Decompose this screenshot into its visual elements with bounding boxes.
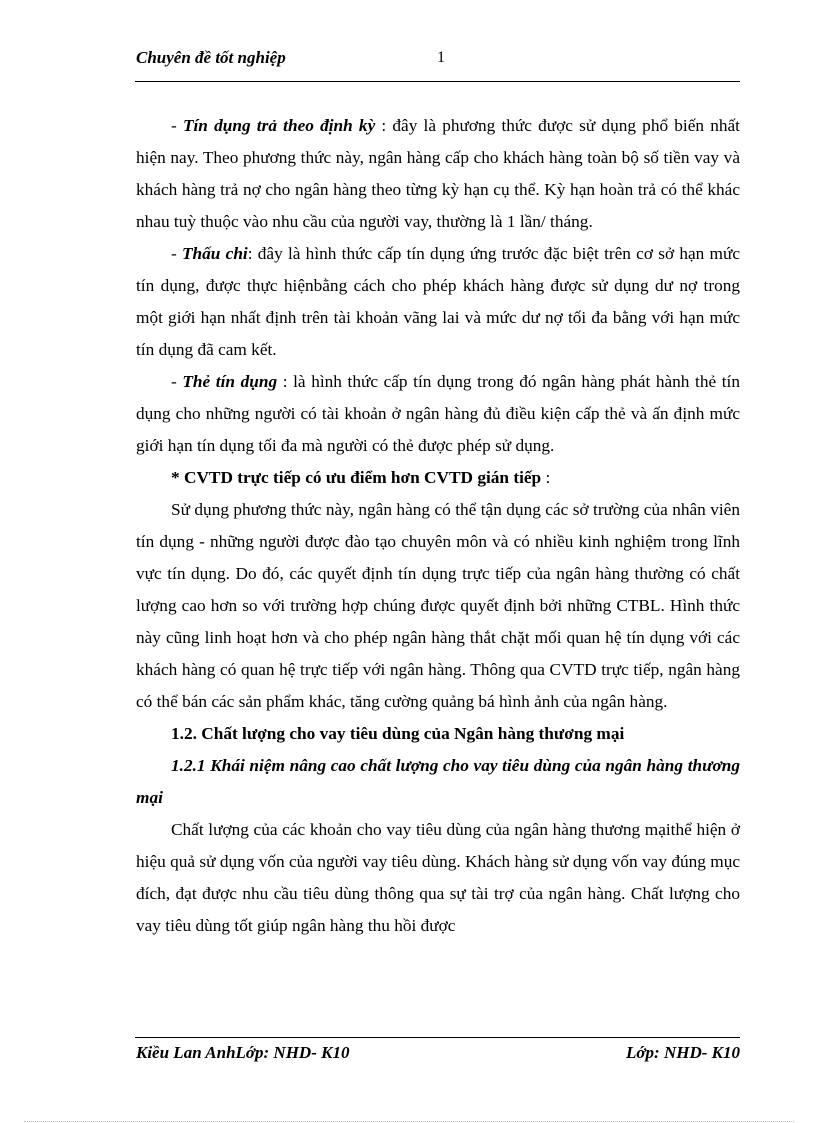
document-body [136, 110, 740, 942]
paragraph-direct-benefits: Sử dụng phương thức này, ngân hàng có thể tận dụng các sở trường của nhân viên tín dụng - những người được đào tạo chuyên môn và có nhiều kinh nghiệm trong lĩnh vực tín dụng. Do đó, các quyết định tín dụng trực tiếp của ngân hàng thường có chất lượng cao hơn so với trường hợp chúng được quyết định bởi những CTBL. Hình thức này cũng linh hoạt hơn và cho phép ngân hàng thắt chặt mối quan hệ tín dụng với các khách hàng có quan hệ trực tiếp với ngân hàng. Thông qua CVTD trực tiếp, ngân hàng có thể bán các sản phẩm khác, tăng cường quảng bá hình ảnh của ngân hàng. [136, 500, 740, 711]
paragraph-text: : [541, 468, 551, 487]
header-title: Chuyên đề tốt nghiệp [136, 48, 286, 67]
section-heading-1-2: 1.2. Chất lượng cho vay tiêu dùng của Ngân hàng thương mại [171, 724, 625, 743]
term-overdraft: Thấu chi [182, 244, 248, 263]
paragraph-text: : đây là phương thức được sử dụng phổ biến nhất hiện nay. Theo phương thức này, ngân hàng cấp cho khách hàng toàn bộ số tiền vay và khách hàng trả nợ cho ngân hàng theo từng kỳ hạn cụ thể. Kỳ hạn hoàn trả có thể khác nhau tuỳ thuộc vào nhu cầu của người vay, thường là 1 lần/ tháng. [136, 116, 740, 231]
footer-rule [135, 1037, 740, 1038]
term-credit-card: Thẻ tín dụng [182, 372, 278, 391]
footer-class: Lớp: NHD- K10 [626, 1043, 740, 1062]
paragraph-credit-card: - Thẻ tín dụng : là hình thức cấp tín dụng trong đó ngân hàng phát hành thẻ tín dụng cho những người có tài khoản ở ngân hàng đủ điều kiện cấp thẻ và ấn định mức giới hạn tín dụng tối đa mà người có thẻ được phép sử dụng. [136, 372, 741, 455]
paragraph-overdraft: - Thấu chi: đây là hình thức cấp tín dụng ứng trước đặc biệt trên cơ sở hạn mức tín dụng, được thực hiệnbằng cách cho phép khách hàng được sử dụng dư nợ trong một giới hạn nhất định trên tài khoản vãng lai và mức dư nợ tối đa bằng với hạn mức tín dụng đã cam kết. [136, 244, 740, 359]
term-installment-credit: Tín dụng trả theo định kỳ [182, 116, 376, 135]
header-rule [135, 81, 740, 82]
paragraph-text: : đây là hình thức cấp tín dụng ứng trước đặc biệt trên cơ sở hạn mức tín dụng, được thực hiệnbằng cách cho phép khách hàng được sử dụng dư nợ trong một giới hạn nhất định trên tài khoản vãng lai và mức dư nợ tối đa bằng với hạn mức tín dụng đã cam kết. [136, 244, 740, 359]
paragraph-direct-advantage [136, 462, 740, 494]
page-number: 1 [437, 49, 445, 66]
footer-author: Kiều Lan AnhLớp: NHD- K10 [136, 1043, 350, 1062]
page-edge-divider [24, 1121, 794, 1122]
paragraph-installment-credit: - Tín dụng trả theo định kỳ : đây là phương thức được sử dụng phổ biến nhất hiện nay. Theo phương thức này, ngân hàng cấp cho khách hàng toàn bộ số tiền vay và khách hàng trả nợ cho ngân hàng theo từng kỳ hạn cụ thể. Kỳ hạn hoàn trả có thể khác nhau tuỳ thuộc vào nhu cầu của người vay, thường là 1 lần/ tháng. [136, 116, 740, 231]
paragraph-quality: Chất lượng của các khoản cho vay tiêu dùng của ngân hàng thương mạithể hiện ở hiệu quả sử dụng vốn của người vay tiêu dùng. Khách hàng sử dụng vốn vay đúng mục đích, đạt được nhu cầu tiêu dùng thông qua sự tài trợ của ngân hàng. Chất lượng cho vay tiêu dùng tốt giúp ngân hàng thu hồi được [136, 820, 740, 935]
paragraph-text: : là hình thức cấp tín dụng trong đó ngân hàng phát hành thẻ tín dụng cho những người có tài khoản ở ngân hàng đủ điều kiện cấp thẻ và ấn định mức giới hạn tín dụng tối đa mà người có thẻ được phép sử dụng. [136, 372, 741, 455]
section-heading-1-2-1: 1.2.1 Khái niệm nâng cao chất lượng cho vay tiêu dùng của ngân hàng thương mại [136, 756, 740, 807]
bold-statement: * CVTD trực tiếp có ưu điểm hơn CVTD gián tiếp [171, 468, 542, 487]
